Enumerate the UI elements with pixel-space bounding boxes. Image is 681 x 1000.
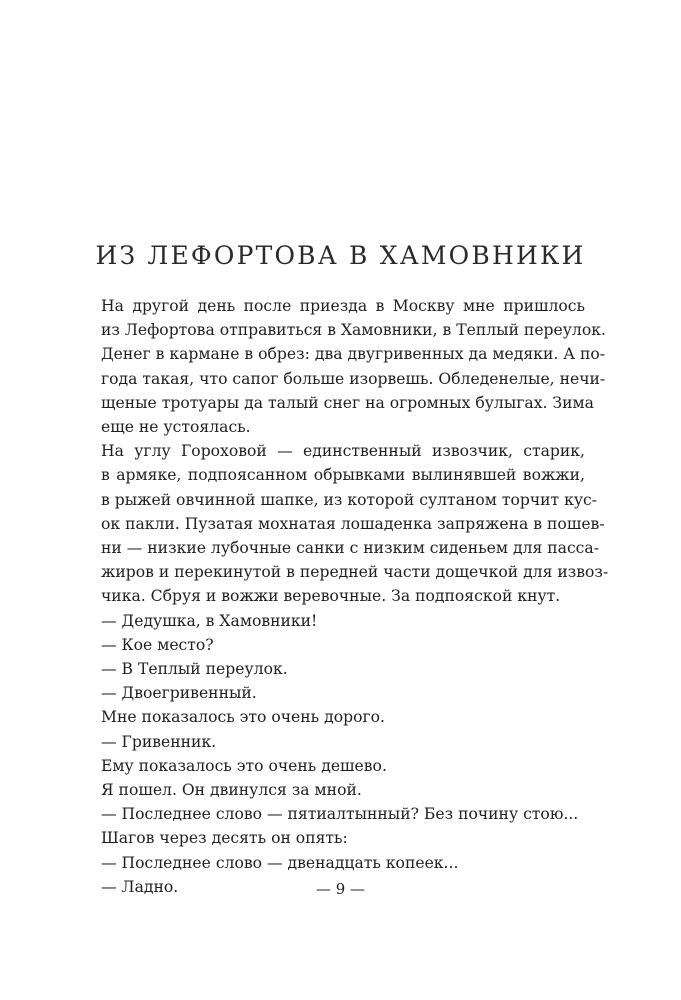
text-line: года такая, что сапог больше изорвешь. Обледенелые, нечи- — [101, 369, 606, 388]
text-line: — Двоегривенный. — [101, 684, 257, 703]
text-line: ок пакли. Пузатая мохнатая лошаденка запряжена в пошев- — [101, 514, 605, 533]
text-line: На другой день после приезда в Москву мне пришлось — [101, 297, 585, 315]
text-line: ни — низкие лубочные санки с низким сиденьем для пасса- — [101, 539, 599, 557]
text-line: — Ладно. — [101, 877, 179, 896]
page-number: — 9 — — [315, 880, 366, 898]
text-line: — Дедушка, в Хамовники! — [101, 611, 318, 630]
text-line: На углу Гороховой — единственный извозчик, старик, — [101, 442, 585, 461]
chapter-title: ИЗ ЛЕФОРТОВА В ХАМОВНИКИ — [95, 241, 586, 270]
text-line: — Кое место? — [101, 635, 214, 654]
text-line: Шагов через десять он опять: — [101, 829, 348, 848]
text-line: Денег в кармане в обрез: два двугривенных да медяки. А по- — [101, 345, 606, 364]
text-line: Мне показалось это очень дорого. — [101, 708, 385, 727]
text-line: жиров и перекинутой в передней части дощечкой для извоз- — [101, 563, 609, 582]
text-line: чика. Сбруя и вожжи веревочные. За подпояской кнут. — [101, 587, 561, 606]
text-line: Ему показалось это очень дешево. — [101, 756, 387, 775]
text-line: — Гривенник. — [101, 732, 217, 751]
text-line: Я пошел. Он двинулся за мной. — [101, 781, 362, 799]
text-line: в армяке, подпоясанном обрывками вылинявшей вожжи, — [101, 466, 585, 485]
text-line: — В Теплый переулок. — [101, 660, 288, 678]
text-line: еще не устоялась. — [101, 418, 251, 436]
text-line: — Последнее слово — двенадцать копеек... — [101, 853, 459, 872]
text-line: щеные тротуары да талый снег на огромных булыгах. Зима — [101, 393, 594, 412]
text-line: из Лефортова отправиться в Хамовники, в Теплый переулок. — [101, 321, 606, 340]
text-line: в рыжей овчинной шапке, из которой султаном торчит кус- — [101, 490, 598, 509]
text-line: — Последнее слово — пятиалтынный? Без почину стою... — [101, 805, 579, 824]
